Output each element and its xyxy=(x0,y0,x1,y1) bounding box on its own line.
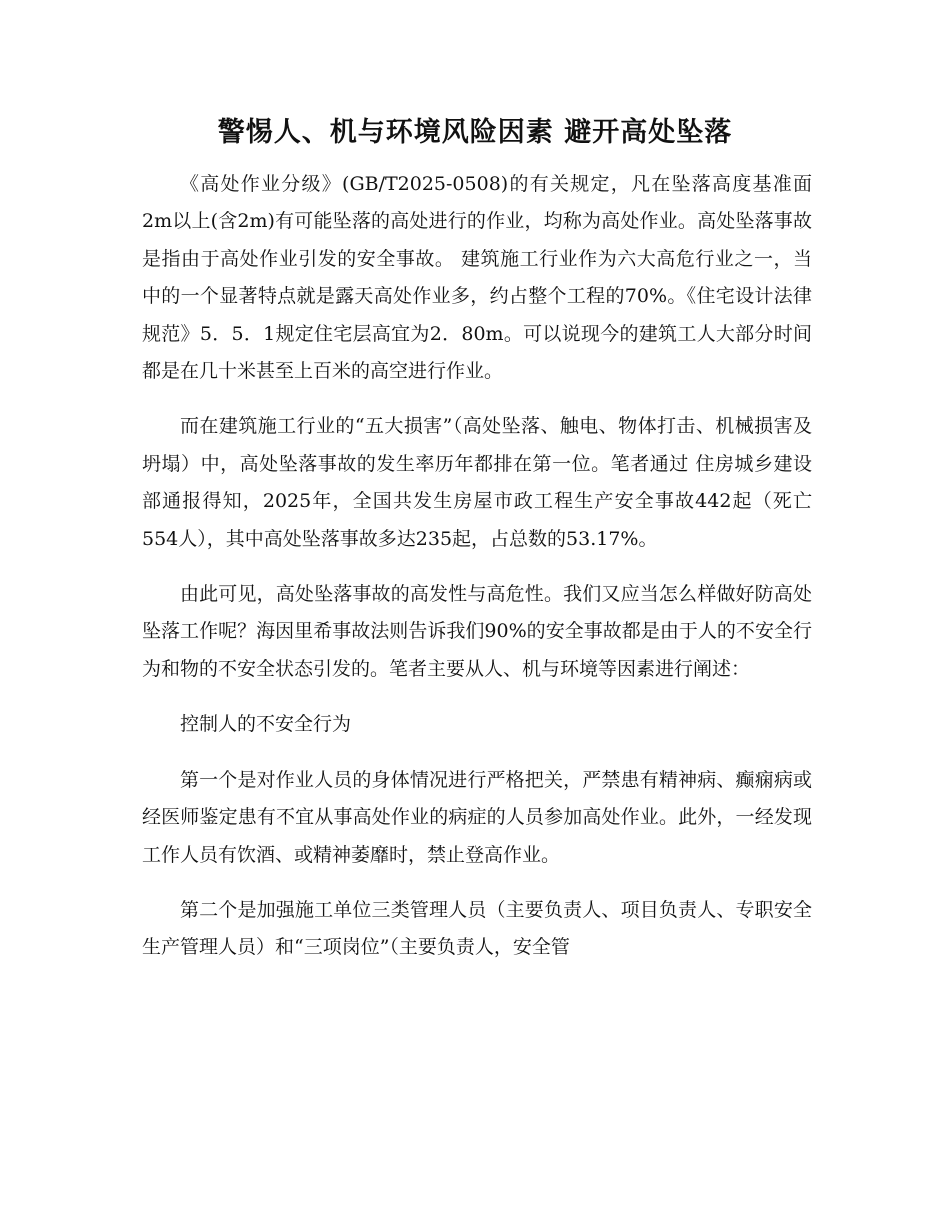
paragraph-analysis: 由此可见，高处坠落事故的高发性与高危性。我们又应当怎么样做好防高处坠落工作呢？海因里希事故法则告诉我们90%的安全事故都是由于人的不安全行为和物的不安全状态引发的。笔者主要从人、机与环境等因素进行阐述： xyxy=(142,583,812,680)
paragraph-statistics: 而在建筑施工行业的“五大损害”（高处坠落、触电、物体打击、机械损害及坍塌）中，高处坠落事故的发生率历年都排在第一位。笔者通过 住房城乡建设部通报得知，2025年，全国共发生房屋市政工程生产安全事故442起（死亡554人），其中高处坠落事故多达235起，占总数的53.17%。 xyxy=(142,415,812,550)
section-heading: 控制人的不安全行为 xyxy=(180,713,352,736)
paragraph-first-measure: 第一个是对作业人员的身体情况进行严格把关，严禁患有精神病、癫痫病或经医师鉴定患有不宜从事高处作业的病症的人员参加高处作业。此外，一经发现工作人员有饮酒、或精神萎靡时，禁止登高作业。 xyxy=(142,768,812,866)
document-title: 警惕人、机与环境风险因素 避开高处坠落 xyxy=(217,117,733,148)
paragraph-definition: 《高处作业分级》(GB/T2025-0508)的有关规定，凡在坠落高度基准面2m以上(含2m)有可能坠落的高处进行的作业，均称为高处作业。高处坠落事故是指由于高处作业引发的安全事故。 建筑施工行业作为六大高危行业之一，当中的一个显著特点就是露天高处作业多，约占整个工程的70%。《住宅设计法律规范》5．5．1规定住宅层高宜为2．80m。可以说现今的建筑工人大部分时间都是在几十米甚至上百米的高空进行作业。 xyxy=(142,173,812,383)
document-body xyxy=(142,166,812,985)
paragraph-second-measure: 第二个是加强施工单位三类管理人员（主要负责人、项目负责人、专职安全生产管理人员）和“三项岗位”（主要负责人，安全管 xyxy=(142,898,812,959)
